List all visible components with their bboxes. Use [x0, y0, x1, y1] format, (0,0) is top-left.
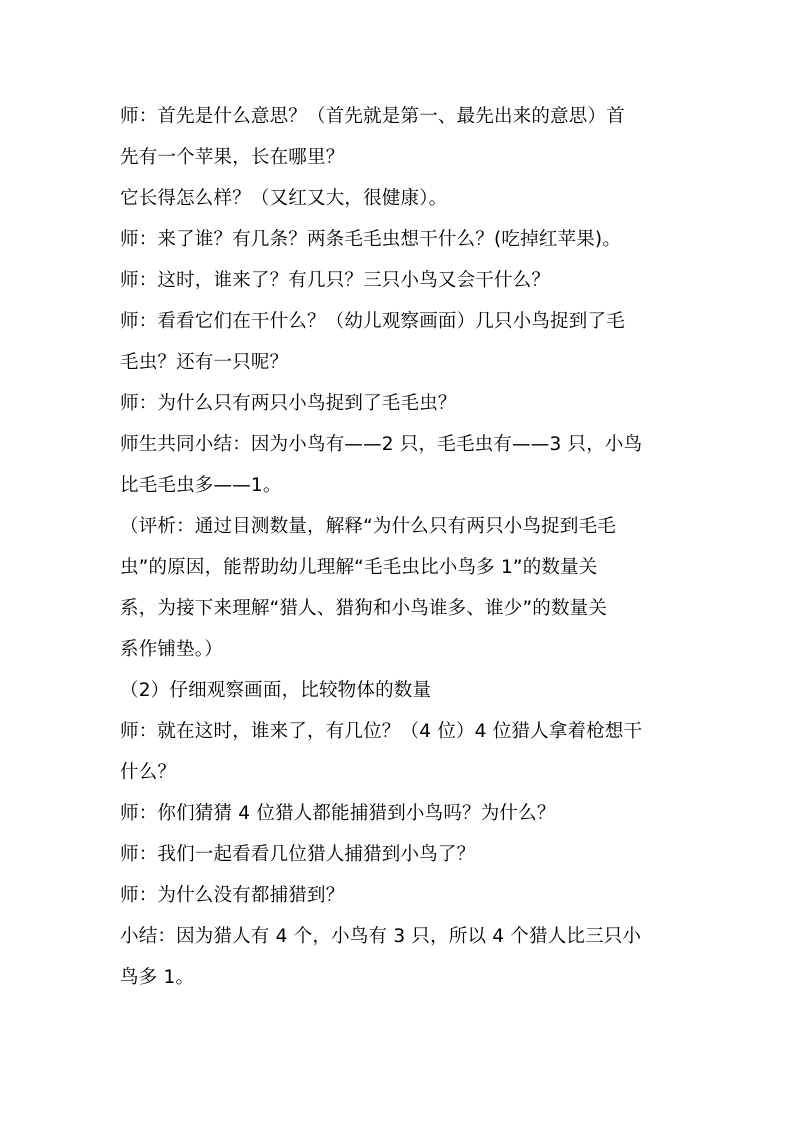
text-line: 师：你们猜猜 4 位猎人都能捕猎到小鸟吗？为什么？	[120, 803, 556, 824]
text-line: 先有一个苹果，长在哪里？	[120, 147, 345, 168]
text-line: 它长得怎么样？（又红又大，很健康）。	[120, 188, 448, 209]
text-line: （评析：通过目测数量，解释“为什么只有两只小鸟捉到毛毛	[120, 516, 616, 537]
text-line: 系，为接下来理解“猎人、猎狗和小鸟谁多、谁少”的数量关	[120, 598, 608, 619]
text-line: 师：来了谁？有几条？两条毛毛虫想干什么？(吃掉红苹果)。	[120, 229, 622, 250]
text-line: 比毛毛虫多——1。	[120, 475, 282, 496]
text-line: 鸟多 1。	[120, 967, 195, 988]
text-line: 师：为什么没有都捕猎到？	[120, 885, 345, 906]
text-line: 师生共同小结：因为小鸟有——2 只，毛毛虫有——3 只，小鸟	[120, 434, 643, 455]
text-line: 师：首先是什么意思？（首先就是第一、最先出来的意思）首	[120, 106, 625, 127]
text-line: 毛虫？还有一只呢？	[120, 352, 289, 373]
text-line: 系作铺垫。）	[120, 639, 223, 660]
text-line: 虫”的原因，能帮助幼儿理解“毛毛虫比小鸟多 1”的数量关	[120, 557, 598, 578]
document-body	[120, 96, 680, 998]
text-line: 师：为什么只有两只小鸟捉到了毛毛虫？	[120, 393, 457, 414]
text-line: 师：我们一起看看几位猎人捕猎到小鸟了？	[120, 844, 476, 865]
text-line: 小结：因为猎人有 4 个，小鸟有 3 只，所以 4 个猎人比三只小	[120, 926, 642, 947]
text-line: 师：看看它们在干什么？（幼儿观察画面）几只小鸟捉到了毛	[120, 311, 625, 332]
text-line: 师：这时，谁来了？有几只？三只小鸟又会干什么？	[120, 270, 551, 291]
text-line: 什么？	[120, 762, 177, 783]
text-line: 师：就在这时，谁来了，有几位？（4 位）4 位猎人拿着枪想干	[120, 721, 643, 742]
text-line: （2）仔细观察画面，比较物体的数量	[120, 680, 432, 701]
